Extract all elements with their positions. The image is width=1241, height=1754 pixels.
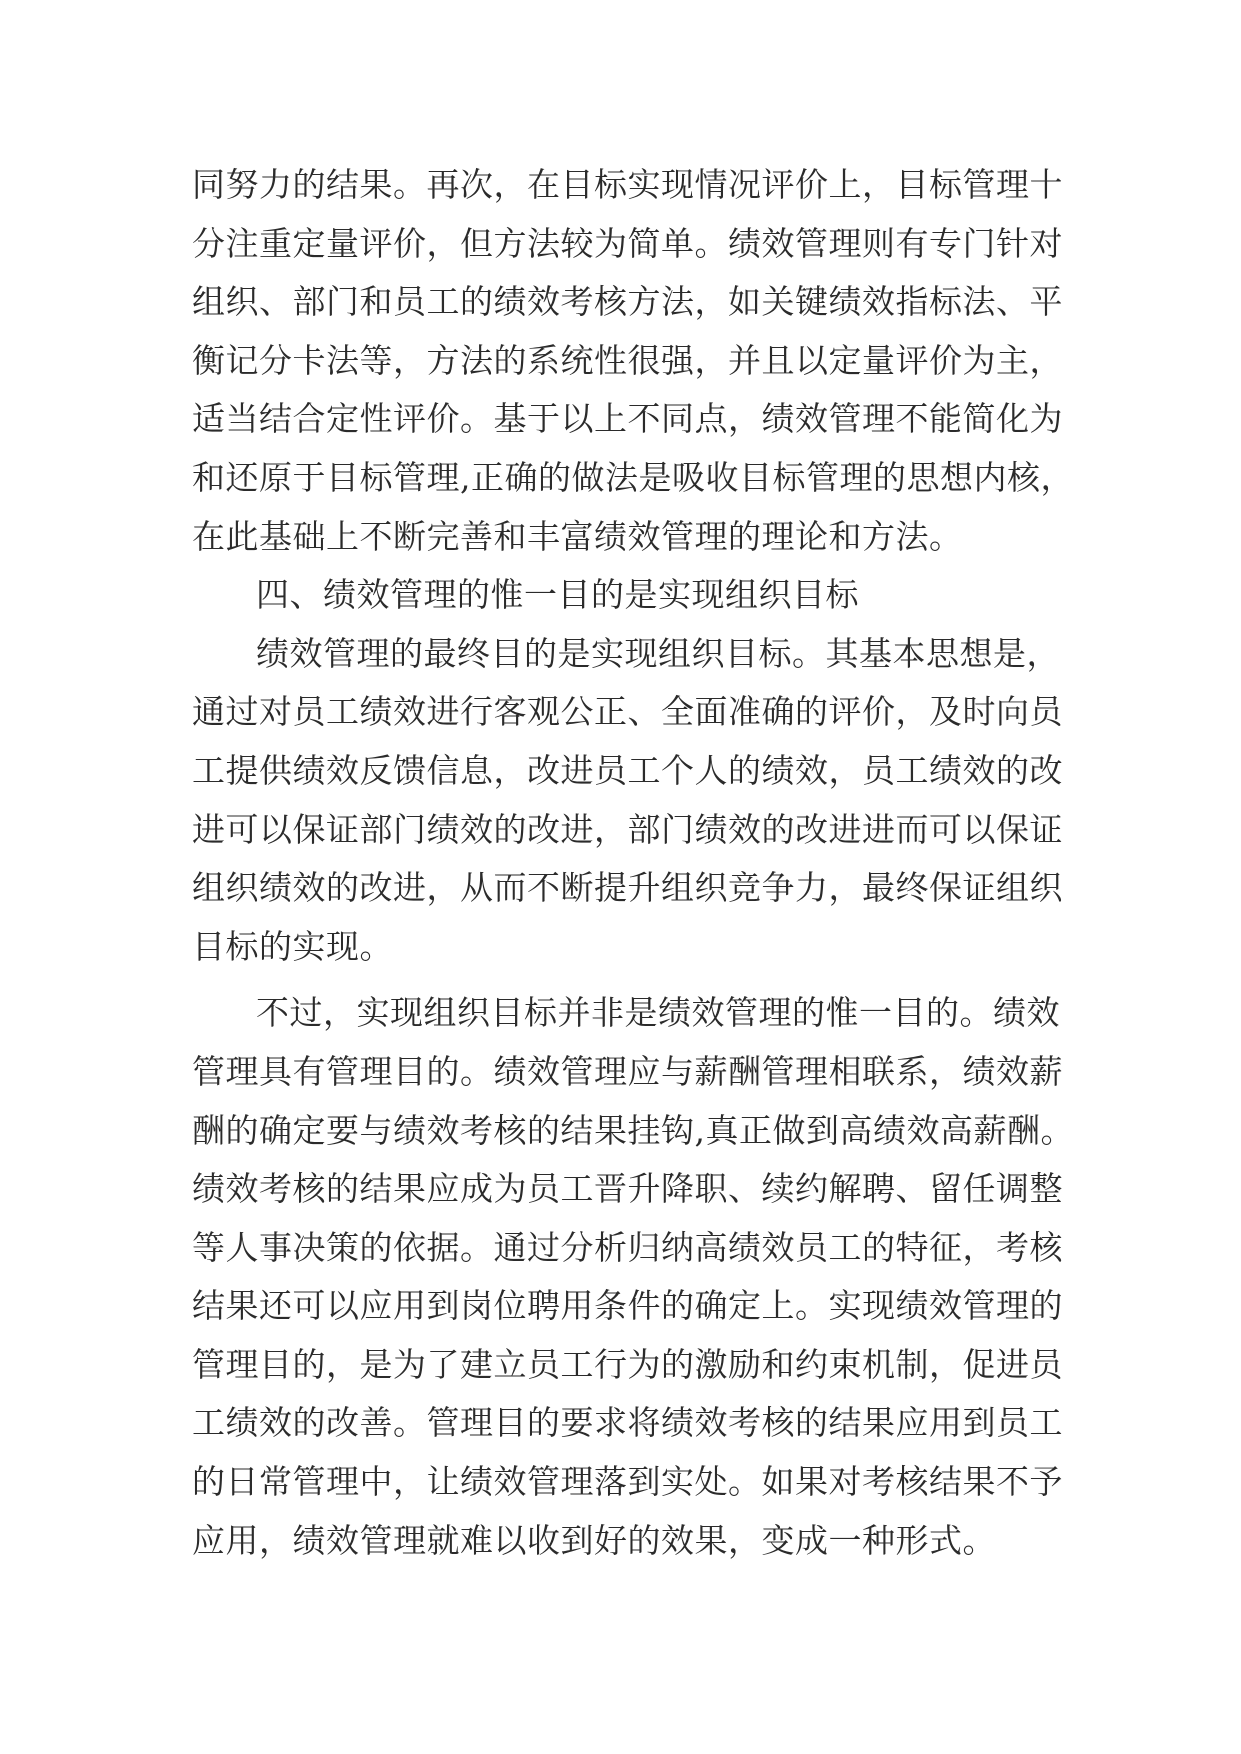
text-line: 应用，绩效管理就难以收到好的效果，变成一种形式。 — [192, 1520, 996, 1560]
paragraph-gap — [192, 976, 1072, 984]
paragraph — [192, 984, 1072, 1570]
text-line: 进可以保证部门绩效的改进，部门绩效的改进进而可以保证 — [192, 809, 1063, 849]
paragraph-continuation — [192, 156, 1072, 566]
text-line: 不过，实现组织目标并非是绩效管理的惟一目的。绩效 — [256, 993, 1060, 1033]
text-line: 目标的实现。 — [192, 926, 393, 966]
paragraph — [192, 625, 1072, 977]
heading-line: 四、绩效管理的惟一目的是实现组织目标 — [256, 575, 859, 615]
text-line: 在此基础上不断完善和丰富绩效管理的理论和方法。 — [192, 516, 963, 556]
text-line: 组织、部门和员工的绩效考核方法，如关键绩效指标法、平 — [192, 282, 1063, 322]
text-line: 绩效管理的最终目的是实现组织目标。其基本思想是， — [256, 633, 1060, 673]
text-line: 和还原于目标管理,正确的做法是吸收目标管理的思想内核， — [192, 457, 1074, 497]
text-line: 酬的确定要与绩效考核的结果挂钩,真正做到高绩效高薪酬。 — [192, 1110, 1074, 1150]
document-body — [192, 156, 1072, 1570]
text-line: 衡记分卡法等，方法的系统性很强，并且以定量评价为主， — [192, 340, 1063, 380]
text-line: 适当结合定性评价。基于以上不同点，绩效管理不能简化为 — [192, 399, 1063, 439]
text-line: 分注重定量评价，但方法较为简单。绩效管理则有专门针对 — [192, 223, 1063, 263]
text-line: 工提供绩效反馈信息，改进员工个人的绩效，员工绩效的改 — [192, 750, 1063, 790]
text-line: 绩效考核的结果应成为员工晋升降职、续约解聘、留任调整 — [192, 1169, 1063, 1209]
text-line: 管理具有管理目的。绩效管理应与薪酬管理相联系，绩效薪 — [192, 1051, 1063, 1091]
text-line: 的日常管理中，让绩效管理落到实处。如果对考核结果不予 — [192, 1462, 1063, 1502]
text-line: 通过对员工绩效进行客观公正、全面准确的评价，及时向员 — [192, 692, 1063, 732]
text-line: 工绩效的改善。管理目的要求将绩效考核的结果应用到员工 — [192, 1403, 1063, 1443]
section-heading — [192, 566, 1072, 625]
text-line: 等人事决策的依据。通过分析归纳高绩效员工的特征，考核 — [192, 1227, 1063, 1267]
text-line: 结果还可以应用到岗位聘用条件的确定上。实现绩效管理的 — [192, 1286, 1063, 1326]
text-line: 同努力的结果。再次，在目标实现情况评价上，目标管理十 — [192, 165, 1063, 204]
text-line: 组织绩效的改进，从而不断提升组织竞争力，最终保证组织 — [192, 868, 1063, 908]
text-line: 管理目的，是为了建立员工行为的激励和约束机制，促进员 — [192, 1344, 1063, 1384]
